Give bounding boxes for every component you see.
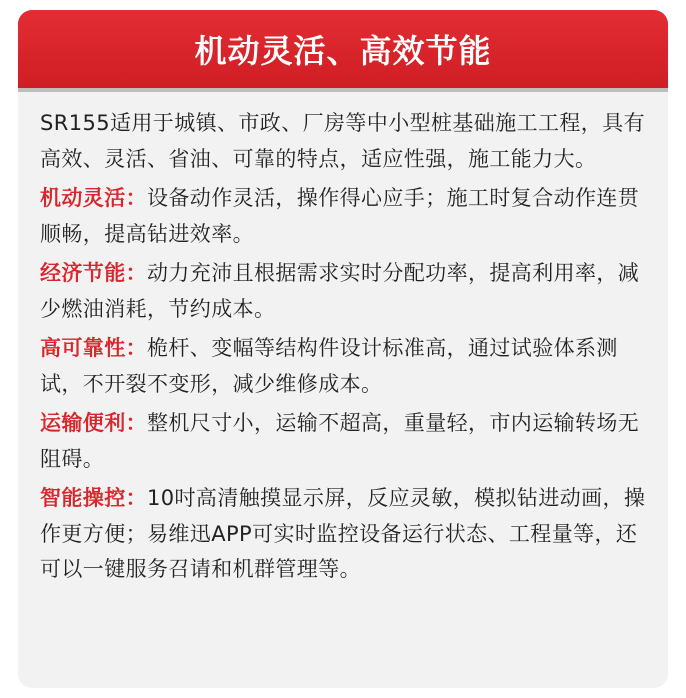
feature-text: 桅杆、变幅等结构件设计标准高，通过试验体系测试，不开裂不变形，减少维修成本。 — [40, 336, 618, 396]
header-title: 机动灵活、高效节能 — [194, 32, 492, 70]
feature-mobility — [40, 181, 648, 252]
feature-smart-control — [40, 481, 648, 588]
feature-label: 智能操控： — [40, 486, 147, 510]
card-content — [18, 92, 668, 588]
feature-text: 设备动作灵活，操作得心应手；施工时复合动作连贯顺畅，提高钻进效率。 — [40, 186, 640, 246]
feature-card — [18, 10, 668, 688]
feature-economy — [40, 256, 648, 327]
feature-text: 动力充沛且根据需求实时分配功率，提高利用率，减少燃油消耗，节约成本。 — [40, 261, 640, 321]
intro-paragraph: SR155适用于城镇、市政、厂房等中小型桩基础施工工程，具有高效、灵活、省油、可靠的特点，适应性强，施工能力大。 — [40, 111, 646, 171]
feature-transport — [40, 406, 648, 477]
card-header — [18, 10, 668, 92]
feature-label: 机动灵活： — [40, 186, 147, 210]
feature-label: 经济节能： — [40, 261, 147, 285]
feature-text: 10吋高清触摸显示屏，反应灵敏，模拟钻进动画，操作更方便；易维迅APP可实时监控设备运行状态、工程量等，还可以一键服务召请和机群管理等。 — [40, 486, 646, 581]
feature-reliability — [40, 331, 648, 402]
feature-label: 运输便利： — [40, 411, 147, 435]
feature-label: 高可靠性： — [40, 336, 147, 360]
feature-text: 整机尺寸小，运输不超高，重量轻，市内运输转场无阻碍。 — [40, 411, 640, 471]
